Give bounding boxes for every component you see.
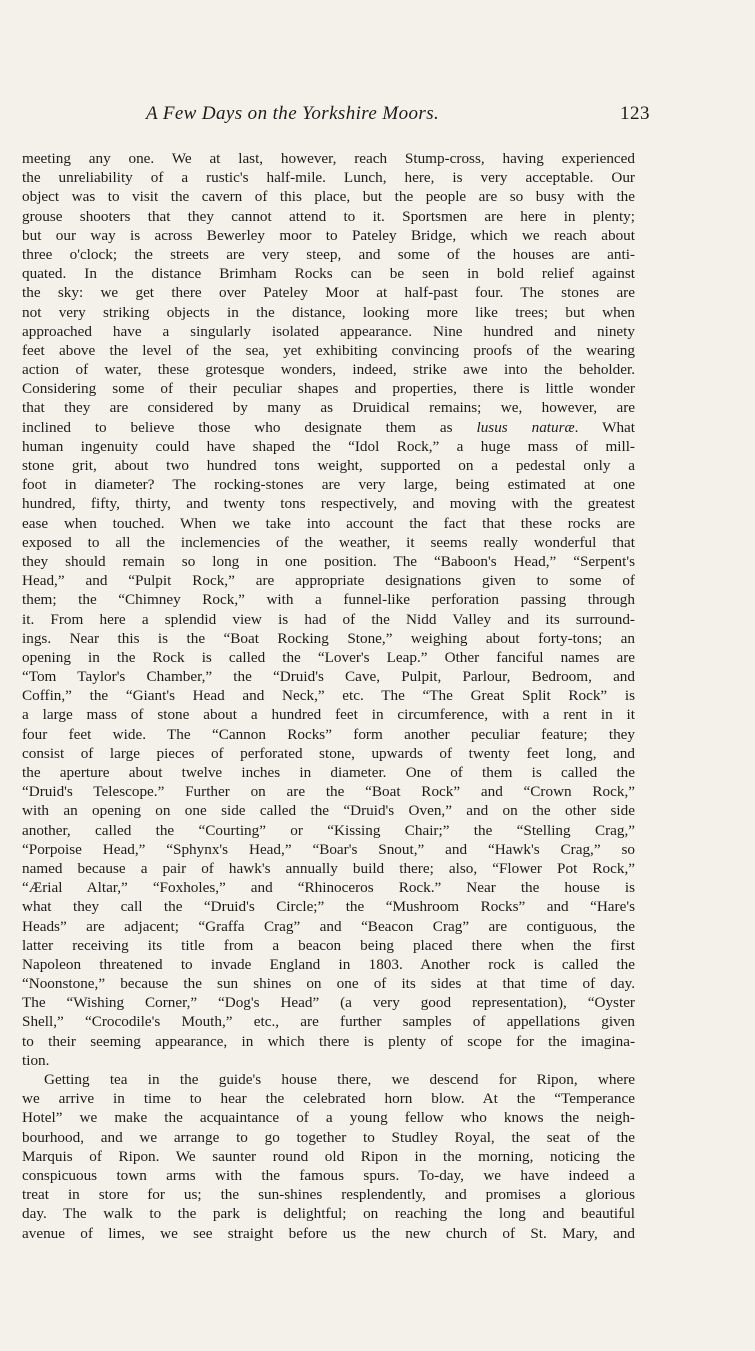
- text-line: stone grit, about two hundred tons weight, supported on a pedestal only a: [22, 457, 635, 474]
- text-line: latter receiving its title from a beacon being placed there when the first: [22, 936, 635, 954]
- text-line: they should remain so long in one position. The “Baboon's Head,” “Serpent's: [22, 552, 635, 570]
- text-line: feet above the level of the sea, yet exhibiting convincing proofs of the wearing: [22, 341, 635, 359]
- text-line: we arrive in time to hear the celebrated horn blow. At the “Temperance: [22, 1090, 635, 1108]
- text-line: them; the “Chimney Rock,” with a funnel-like perforation passing through: [22, 591, 635, 609]
- text-line: Hotel” we make the acquaintance of a young fellow who knows the neigh-: [22, 1109, 635, 1127]
- text-line: the unreliability of a rustic's half-mile. Lunch, here, is very acceptable. Our: [22, 169, 635, 187]
- text-line: it. From here a splendid view is had of the Nidd Valley and its surround-: [22, 610, 635, 628]
- text-line: treat in store for us; the sun-shines resplendently, and promises a glorious: [22, 1186, 635, 1204]
- text-line: avenue of limes, we see straight before us the new church of St. Mary, and: [22, 1224, 635, 1242]
- text-line: hundred, fifty, thirty, and twenty tons respectively, and moving with the greatest: [22, 495, 635, 513]
- running-head: [146, 103, 650, 133]
- text-line: “Druid's Telescope.” Further on are the “Boat Rock” and “Crown Rock,”: [22, 783, 635, 801]
- text-line: Heads” are adjacent; “Graffa Crag” and “Beacon Crag” are contiguous, the: [22, 917, 635, 935]
- text-line: another, called the “Courting” or “Kissing Chair;” the “Stelling Crag,”: [22, 821, 635, 839]
- text-line: Napoleon threatened to invade England in 1803. Another rock is called the: [22, 955, 635, 973]
- page-number: 123: [620, 103, 650, 124]
- text-line: tion.: [22, 1051, 50, 1069]
- text-line: that they are considered by many as Druidical remains; we, however, are: [22, 399, 635, 417]
- text-line: Head,” and “Pulpit Rock,” are appropriate designations given to some of: [22, 572, 635, 590]
- text-line: conspicuous town arms with the famous spurs. To-day, we have indeed a: [22, 1166, 635, 1184]
- text-line: “Tom Taylor's Chamber,” the “Druid's Cave, Pulpit, Parlour, Bedroom, and: [22, 668, 635, 686]
- text-line: the aperture about twelve inches in diameter. One of them is called the: [22, 764, 635, 781]
- text-line: opening in the Rock is called the “Lover's Leap.” Other fanciful names are: [22, 648, 635, 666]
- text-line: four feet wide. The “Cannon Rocks” form another peculiar feature; they: [22, 725, 635, 743]
- text-line: Getting tea in the guide's house there, we descend for Ripon, where: [44, 1071, 635, 1088]
- text-line: Shell,” “Crocodile's Mouth,” etc., are further samples of appellations given: [22, 1013, 635, 1031]
- text-line: consist of large pieces of perforated stone, upwards of twenty feet long, and: [22, 744, 635, 762]
- text-line: a large mass of stone about a hundred feet in circumference, with a rent in it: [22, 706, 635, 724]
- text-line: foot in diameter? The rocking-stones are very large, being estimated at one: [22, 476, 635, 494]
- text-line: ings. Near this is the “Boat Rocking Stone,” weighing about forty-tons; an: [22, 629, 635, 647]
- text-line: object was to visit the cavern of this place, but the people are so busy with the: [22, 188, 635, 206]
- text-line: “Noonstone,” because the sun shines on one of its sides at that time of day.: [22, 975, 635, 993]
- text-line: Considering some of their peculiar shapes and properties, there is little wonder: [22, 380, 635, 398]
- text-line: the sky: we get there over Pateley Moor at half-past four. The stones are: [22, 284, 635, 302]
- text-line: The “Wishing Corner,” “Dog's Head” (a very good representation), “Oyster: [22, 994, 635, 1012]
- text-line: quated. In the distance Brimham Rocks can be seen in bold relief against: [22, 265, 635, 283]
- text-line: exposed to all the inclemencies of the weather, it seems really wonderful that: [22, 533, 635, 551]
- text-line: with an opening on one side called the “Druid's Oven,” and on the other side: [22, 802, 635, 820]
- text-line: bourhood, and we arrange to go together to Studley Royal, the seat of the: [22, 1128, 635, 1146]
- text-line: three o'clock; the streets are very steep, and some of the houses are anti-: [22, 245, 635, 263]
- text-line: “Porpoise Head,” “Sphynx's Head,” “Boar's Snout,” and “Hawk's Crag,” so: [22, 840, 635, 858]
- text-line: what they call the “Druid's Circle;” the “Mushroom Rocks” and “Hare's: [22, 898, 635, 916]
- text-line: but our way is across Bewerley moor to Pateley Bridge, which we reach about: [22, 226, 635, 244]
- text-line: human ingenuity could have shaped the “Idol Rock,” a huge mass of mill-: [22, 437, 635, 455]
- text-line: grouse shooters that they cannot attend to it. Sportsmen are here in plenty;: [22, 207, 635, 225]
- text-line: day. The walk to the park is delightful; on reaching the long and beautiful: [22, 1205, 635, 1223]
- text-line: “Ærial Altar,” “Foxholes,” and “Rhinoceros Rock.” Near the house is: [22, 879, 635, 897]
- text-line: Coffin,” the “Giant's Head and Neck,” etc. The “The Great Split Rock” is: [22, 687, 635, 705]
- text-line: approached have a singularly isolated appearance. Nine hundred and ninety: [22, 322, 635, 340]
- text-line: ease when touched. When we take into account the fact that these rocks are: [22, 514, 635, 532]
- body-text: [22, 149, 635, 1243]
- text-line: to their seeming appearance, in which there is plenty of scope for the imagina-: [22, 1032, 635, 1050]
- text-line: inclined to believe those who designate them as lusus naturæ. What: [22, 418, 635, 436]
- text-line: action of water, these grotesque wonders, indeed, strike awe into the beholder.: [22, 361, 635, 379]
- text-line: Marquis of Ripon. We saunter round old Ripon in the morning, noticing the: [22, 1147, 635, 1165]
- text-line: not very striking objects in the distance, looking more like trees; but when: [22, 303, 635, 321]
- running-title: A Few Days on the Yorkshire Moors.: [146, 103, 440, 124]
- text-line: meeting any one. We at last, however, reach Stump-cross, having experienced: [22, 150, 635, 167]
- text-line: named because a pair of hawk's annually build there; also, “Flower Pot Rock,”: [22, 859, 635, 877]
